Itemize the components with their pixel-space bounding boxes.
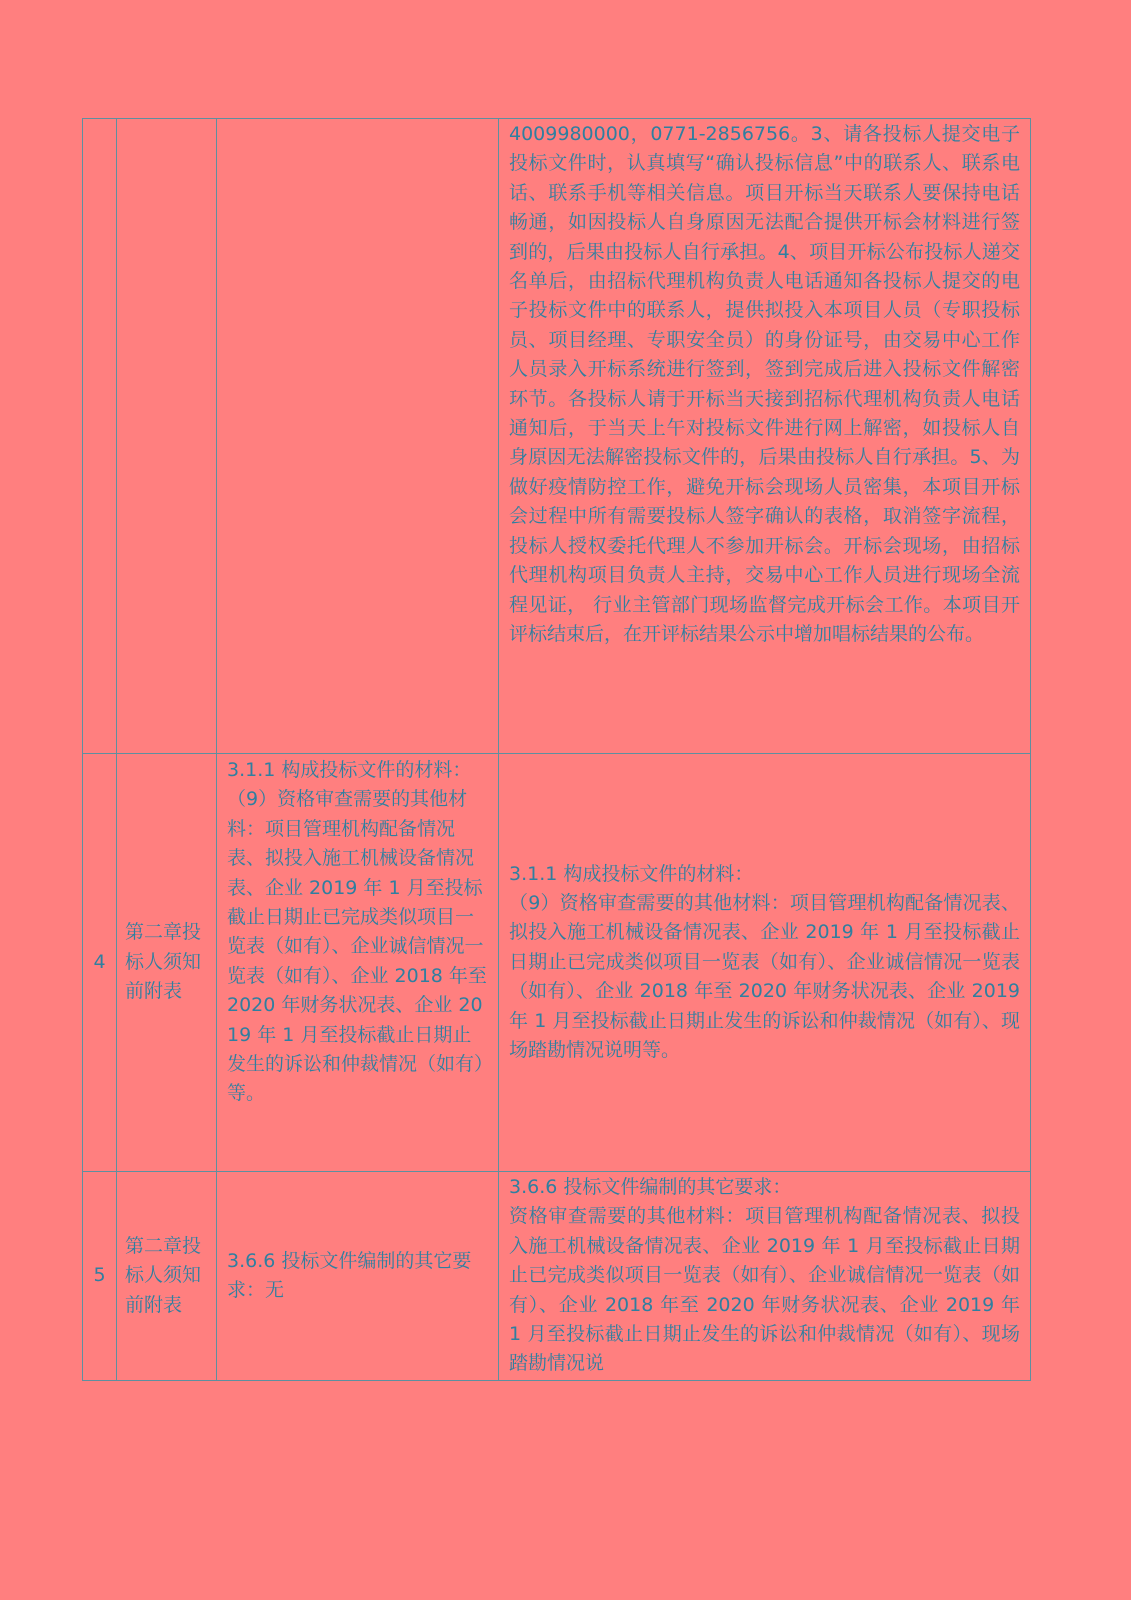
- chapter-cell: [117, 119, 217, 754]
- amended-text: 4009980000，0771-2856756。3、请各投标人提交电子投标文件时，认真填写“确认投标信息”中的联系人、联系电话、联系手机等相关信息。项目开标当天联系人要保持电话畅通，如因投标人自身原因无法配合提供开标会材料进行签到的，后果由投标人自行承担。4、项目开标公布投标人递交名单后，由招标代理机构负责人电话通知各投标人提交的电子投标文件中的联系人，提供拟投入本项目人员（专职投标员、项目经理、专职安全员）的身份证号，由交易中心工作人员录入开标系统进行签到，签到完成后进入投标文件解密环节。各投标人请于开标当天接到招标代理机构负责人电话通知后，于当天上午对投标文件进行网上解密，如投标人自身原因无法解密投标文件的，后果由投标人自行承担。5、为做好疫情防控工作，避免开标会现场人员密集，本项目开标会过程中所有需要投标人签字确认的表格，取消签字流程，投标人授权委托代理人不参加开标会。开标会现场，由招标代理机构项目负责人主持，交易中心工作人员进行现场全流程见证， 行业主管部门现场监督完成开标会工作。本项目开评标结束后，在开评标结果公示中增加唱标结果的公布。: [509, 123, 1020, 645]
- row-number-cell: 4: [83, 754, 117, 1172]
- table-row-continued: [83, 119, 1031, 754]
- amended-text-cell: [499, 1172, 1031, 1381]
- amendment-table: [82, 118, 1031, 1381]
- row-number-cell: [83, 119, 117, 754]
- original-body: （9）资格审查需要的其他材料：项目管理机构配备情况表、拟投入施工机械设备情况表、企业 2019 年 1 月至投标截止日期止已完成类似项目一览表（如有）、企业诚信情况一览表（如有）、企业 2018 年至 2020 年财务状况表、企业 2019 年 1 月至投标截止日期止发生的诉讼和仲裁情况（如有）等。: [227, 788, 487, 1105]
- row-number-cell: 5: [83, 1172, 117, 1381]
- amended-title: 3.6.6 投标文件编制的其它要求：: [509, 1176, 792, 1198]
- original-text-cell: 3.6.6 投标文件编制的其它要求：无: [217, 1172, 499, 1381]
- original-text-cell: [217, 119, 499, 754]
- chapter-cell: 第二章投标人须知前附表: [117, 754, 217, 1172]
- original-text-cell: [217, 754, 499, 1172]
- original-title: 3.1.1 构成投标文件的材料：: [227, 759, 472, 781]
- amended-text-clip: [509, 1173, 1020, 1378]
- amended-body: （9）资格审查需要的其他材料：项目管理机构配备情况表、拟投入施工机械设备情况表、企业 2019 年 1 月至投标截止日期止已完成类似项目一览表（如有）、企业诚信情况一览表（如有）、企业 2018 年至 2020 年财务状况表、企业 2019 年 1 月至投标截止日期止发生的诉讼和仲裁情况（如有）、现场踏勘情况说明等。: [509, 891, 1020, 1062]
- table-row-5: [83, 1172, 1031, 1381]
- table-row-4: [83, 754, 1031, 1172]
- amended-title: 3.1.1 构成投标文件的材料：: [509, 862, 754, 885]
- amended-body: 资格审查需要的其他材料：项目管理机构配备情况表、拟投入施工机械设备情况表、企业 2019 年 1 月至投标截止日期止已完成类似项目一览表（如有）、企业诚信情况一览表（如有）、企业 2018 年至 2020 年财务状况表、企业 2019 年 1 月至投标截止日期止发生的诉讼和仲裁情况（如有）、现场踏勘情况说: [509, 1205, 1020, 1375]
- amended-text-cell: [499, 119, 1031, 754]
- amended-text-cell: [499, 754, 1031, 1172]
- chapter-cell: 第二章投标人须知前附表: [117, 1172, 217, 1381]
